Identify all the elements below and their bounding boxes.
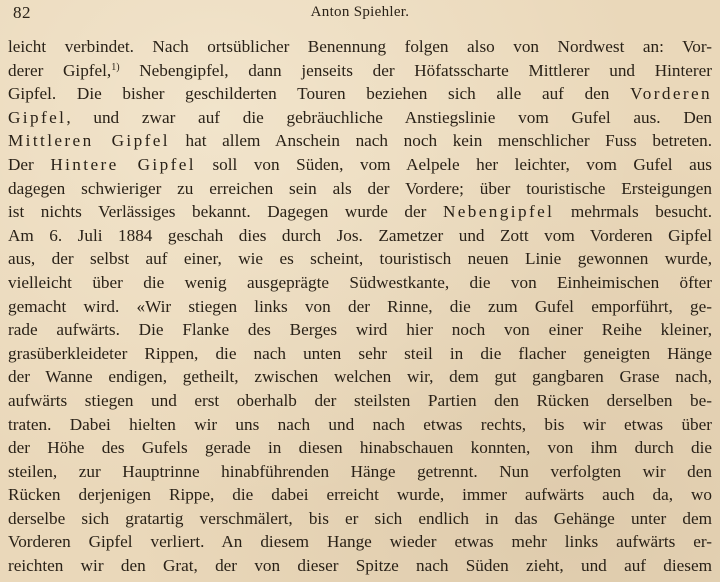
text-line — [8, 247, 712, 271]
text-line — [8, 389, 712, 413]
text-run: Am 6. Juli 1884 geschah dies durch Jos. Zametzer und Zott vom Vorderen Gipfel — [8, 225, 712, 245]
text-line — [8, 271, 712, 295]
running-head: Anton Spiehler. — [310, 4, 410, 20]
text-line — [8, 224, 712, 248]
text-line — [8, 483, 712, 507]
text-run: vielleicht über die wenig ausgeprägte Südwestkante, die von Einheimischen öfter — [8, 272, 712, 292]
text-run: gemacht wird. «Wir stiegen links von der Rinne, die zum Gufel emporführt, ge- — [8, 296, 712, 316]
footnote-marker: 1) — [111, 61, 120, 73]
text-line — [8, 200, 712, 224]
text-run: derselbe sich gratartig verschmälert, bis er sich endlich in das Gehänge unter dem — [8, 508, 712, 528]
text-run: Der — [8, 154, 51, 174]
text-run: aus, der selbst auf einer, wie es scheint, touristisch neuen Linie gewonnen wurde, — [8, 249, 712, 269]
text-run: reichten wir den Grat, der von dieser Spitze nach Süden zieht, und auf diesem — [8, 556, 712, 576]
text-line — [8, 106, 712, 130]
text-line — [8, 177, 712, 201]
page-number: 82 — [13, 3, 31, 22]
text-line — [8, 507, 712, 531]
spaced-emphasis: Nebengipfel — [442, 202, 555, 222]
text-line — [8, 59, 712, 83]
text-line — [8, 295, 712, 319]
text-line — [8, 413, 712, 437]
text-run: rade aufwärts. Die Flanke des Berges wird hier noch von einer Reihe kleiner, — [8, 320, 712, 340]
text-run: mehrmals besucht. — [554, 202, 712, 222]
text-line — [8, 460, 712, 484]
text-run: der Wanne endigen, getheilt, zwischen welchen wir, dem gut gangbaren Grase nach, — [8, 367, 712, 387]
text-run: Rücken derjenigen Rippe, die dabei erreicht wurde, immer aufwärts auch da, wo — [8, 485, 712, 505]
text-run: hat allem Anschein nach noch kein menschlicher Fuss betreten. — [169, 131, 712, 151]
text-run: Vorderen Gipfel verliert. An diesem Hange wieder etwas mehr links aufwärts er- — [8, 532, 712, 552]
text-run: Gipfel. Die bisher geschilderten Touren beziehen sich alle auf den — [8, 84, 631, 104]
text-run: leicht verbindet. Nach ortsüblicher Benennung folgen also von Nordwest an: Vor- — [8, 37, 712, 56]
text-run: grasüberkleideter Rippen, die nach unten sehr steil in die flacher geneigten Hänge — [8, 343, 712, 363]
text-line — [8, 318, 712, 342]
spaced-emphasis: Gipfel — [8, 107, 67, 127]
text-line — [8, 530, 712, 554]
text-run: soll von Süden, vom Aelpele her leichter, vom Gufel aus — [195, 154, 712, 174]
text-line — [8, 436, 712, 460]
text-run: Nebengipfel, dann jenseits der Höfatsscharte Mittlerer und Hinterer — [119, 60, 712, 80]
text-line — [8, 365, 712, 389]
text-run: dagegen schwieriger zu erreichen sein als der Vordere; über touristische Ersteigungen — [8, 178, 712, 198]
page-header — [8, 0, 712, 34]
text-run: ist nichts Verlässiges bekannt. Dagegen wurde der — [8, 202, 443, 222]
spaced-emphasis: Vorderen — [630, 84, 712, 104]
text-line — [8, 129, 712, 153]
text-line — [8, 554, 712, 578]
text-run: derer Gipfel, — [8, 60, 112, 80]
text-run: steilen, zur Hauptrinne hinabführenden Hänge getrennt. Nun verfolgten wir den — [8, 461, 712, 481]
text-run: der Höhe des Gufels gerade in diesen hinabschauen konnten, von ihm durch die — [8, 438, 712, 458]
body-text — [8, 35, 712, 578]
spaced-emphasis: Mittleren Gipfel — [8, 131, 170, 151]
spaced-emphasis: Hintere Gipfel — [50, 154, 196, 174]
text-run: , und zwar auf die gebräuchliche Anstiegslinie vom Gufel aus. Den — [66, 107, 712, 127]
text-line — [8, 153, 712, 177]
text-line — [8, 82, 712, 106]
text-line — [8, 342, 712, 366]
text-run: traten. Dabei hielten wir uns nach und nach etwas rechts, bis wir etwas über — [8, 414, 712, 434]
text-run: aufwärts stiegen und erst oberhalb der steilsten Partien den Rücken derselben be- — [8, 390, 712, 410]
text-line — [8, 35, 712, 59]
